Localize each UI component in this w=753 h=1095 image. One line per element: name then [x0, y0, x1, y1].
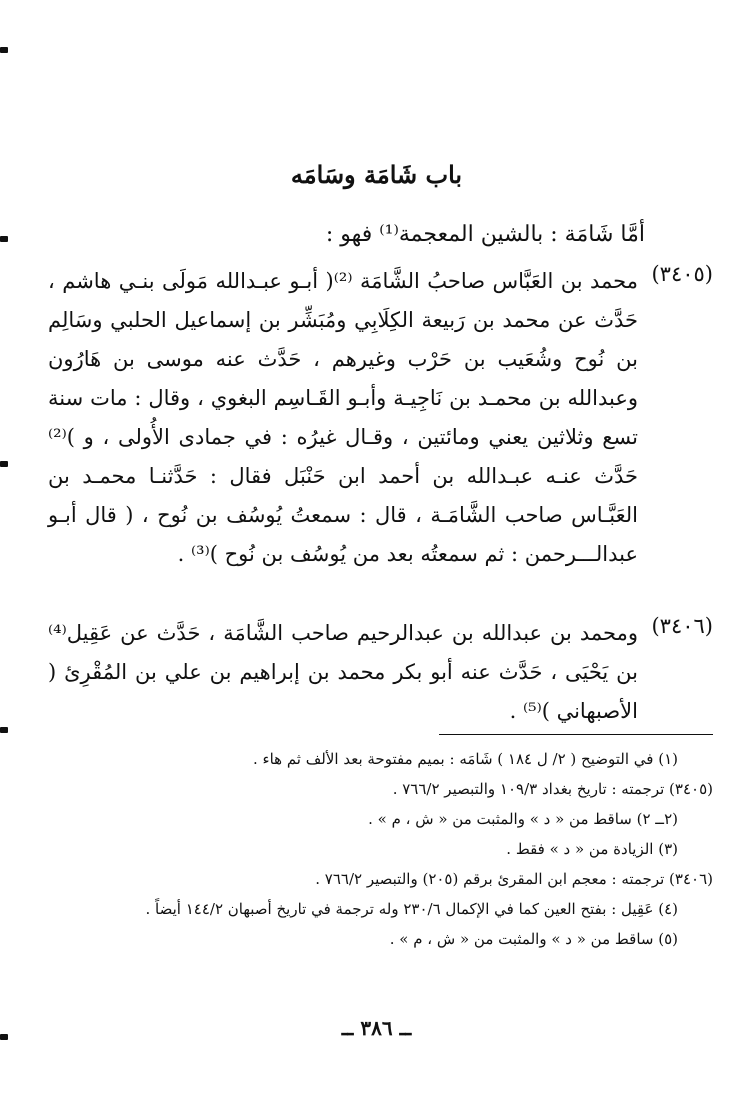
footnote-3405: (٣٤٠٥) ترجمته : تاريخ بغداد ١٠٩/٣ والتبصير ٧٦٦/٢ .	[392, 780, 713, 798]
footnote-separator	[439, 734, 713, 735]
footnotes	[53, 744, 713, 954]
footnote-5: (٥) ساقط من « د » والمثبت من « ش ، م » .	[389, 930, 678, 948]
intro-line: أمَّا شَامَة : بالشين المعجمة⁽¹⁾ فهو :	[325, 222, 645, 247]
footnote-3: (٣) الزيادة من « د » فقط .	[506, 840, 678, 858]
margin-mark	[0, 47, 8, 53]
entry-3406	[0, 614, 753, 734]
footnote-3406: (٣٤٠٦) ترجمته : معجم ابن المقرئ برقم (٢٠٥) والتبصير ٧٦٦/٢ .	[315, 870, 713, 888]
footnote-1: (١) في التوضيح ( ٢/ ل ١٨٤ ) شَامَه : بميم مفتوحة بعد الألف ثم هاء .	[252, 750, 678, 768]
margin-mark	[0, 236, 8, 242]
page-number: ــ ٣٨٦ ــ	[341, 1016, 412, 1040]
entry-number: (٣٤٠٦)	[651, 614, 713, 638]
footnote-4: (٤) عَقِيل : بفتح العين كما في الإكمال ٢٣٠/٦ وله ترجمة في تاريخ أصبهان ١٤٤/٢ أيضاً .	[145, 900, 678, 918]
chapter-title: باب شَامَة وسَامَه	[290, 160, 463, 189]
footnote-2: (٢ــ ٢) ساقط من « د » والمثبت من « ش ، م » .	[368, 810, 678, 828]
entry-text: محمد بن العَبَّاس صاحبُ الشَّامَة ⁽²⁾( أبـو عبـدالله مَولَى بنـي هاشم ، حَدَّث عن محمد بن رَبيعة الكِلَابِي ومُبَشِّر بن إسماعيل الحلبي وسَالِم بن نُوح وشُعَيب بن حَرْب وغيرهم ، حَدَّث عنه موسى بن هَارُون وعبدالله بن محمـد بن نَاجِيـة وأبـو القَـاسِم البغوي ، وقال : مات سنة تسع وثلاثين يعني ومائتين ، وقـال غيرُه : في جمادى الأُولى ، و )⁽²⁾ حَدَّث عنـه عبـدالله بن أحمد ابن حَنْبَل فقال : حَدَّثنـا محمـد بن العَبَّـاس صاحب الشَّامَـة ، قال : سمعتُ يُوسُف بن نُوح ، ( قال أبـو عبدالـــرحمن : ثم سمعتُه بعد من يُوسُف بن نُوح )⁽³⁾ .	[48, 269, 638, 566]
entry-text: ومحمد بن عبدالله بن عبدالرحيم صاحب الشَّامَة ، حَدَّث عن عَقِيل⁽⁴⁾ بن يَحْيَى ، حَدَّث عنه أبو بكر محمد بن إبراهيم بن علي بن المُقْرِئ ( الأصبهاني )⁽⁵⁾ .	[48, 621, 638, 723]
entry-number: (٣٤٠٥)	[651, 262, 713, 286]
entry-3405	[0, 262, 753, 622]
